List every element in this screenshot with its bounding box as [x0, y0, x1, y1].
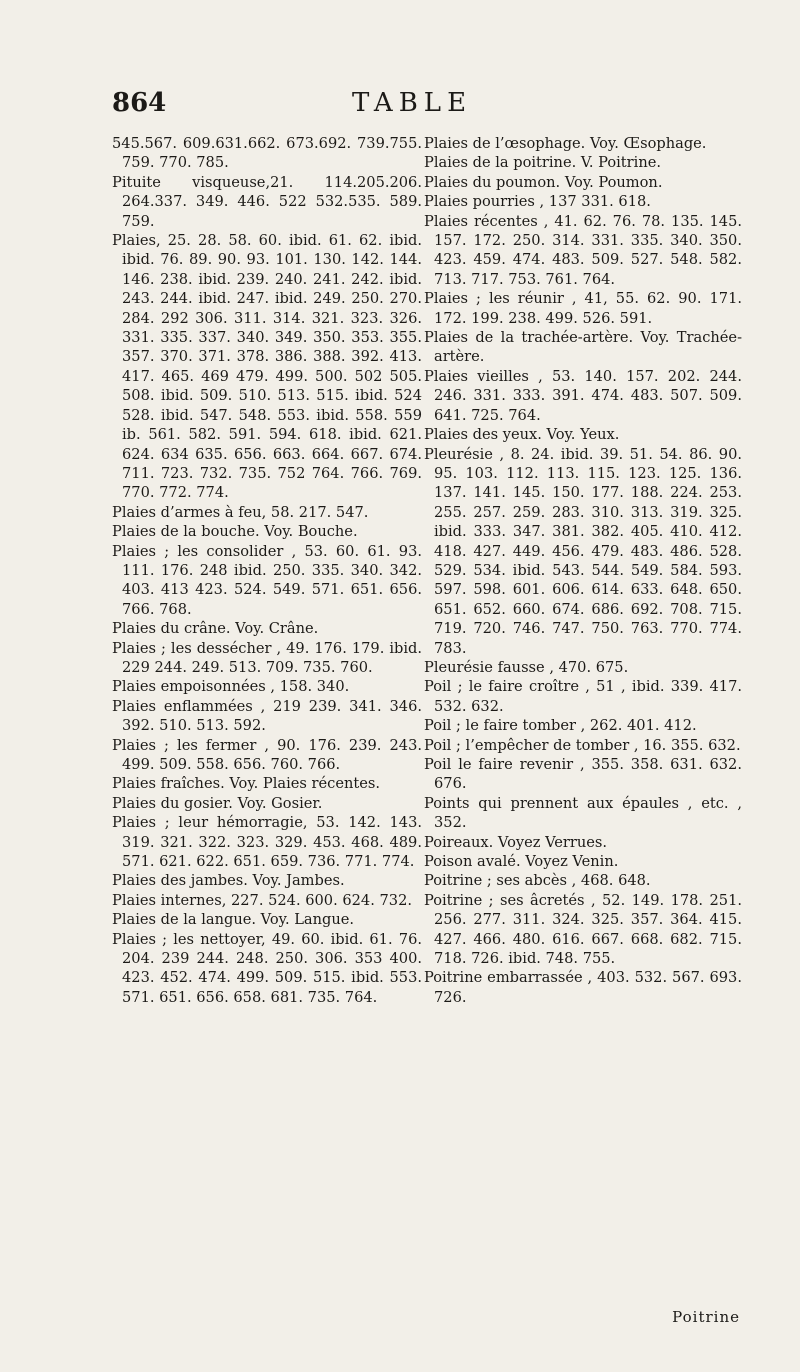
index-entry: Plaies de la langue. Voy. Langue.	[112, 911, 355, 929]
index-entry: Poison avalé. Voyez Venin.	[424, 853, 619, 871]
index-entry: Plaies ; les consolider , 53. 60. 61. 93. 111. 176. 248 ibid. 250. 335. 340. 342. 403. 413 423. 524. 549. 571. 651. 656. 766. 768.	[112, 542, 422, 618]
index-entry: Plaies de la bouche. Voy. Bouche.	[112, 523, 358, 541]
index-entry: Plaies du poumon. Voy. Poumon.	[424, 173, 663, 191]
index-entry: Pleurésie fausse , 470. 675.	[424, 658, 629, 676]
index-entry: Plaies de la poitrine. V. Poitrine.	[424, 154, 661, 172]
catchword: Poitrine	[672, 1308, 740, 1326]
index-entry: Plaies fraîches. Voy. Plaies récentes.	[112, 775, 380, 793]
index-entry: Plaies enflammées , 219 239. 341. 346. 392. 510. 513. 592.	[112, 697, 422, 735]
index-entry: Plaies vieilles , 53. 140. 157. 202. 244. 246. 331. 333. 391. 474. 483. 507. 509. 641. 725. 764.	[424, 367, 742, 424]
index-entry: Plaies pourries , 137 331. 618.	[424, 193, 651, 211]
index-entry: Poil ; le faire tomber , 262. 401. 412.	[424, 717, 697, 735]
index-entry: Plaies de l’œsophage. Voy. Œsophage.	[424, 135, 707, 152]
index-entry: Plaies du crâne. Voy. Crâne.	[112, 620, 319, 638]
index-entry: Poitrine embarrassée , 403. 532. 567. 693. 726.	[424, 969, 742, 1006]
index-entry: Plaies ; les nettoyer, 49. 60. ibid. 61. 76. 204. 239 244. 248. 250. 306. 353 400. 423. 452. 474. 499. 509. 515. ibid. 553. 571. 651. 656. 658. 681. 735. 764.	[112, 930, 422, 1006]
page-header	[112, 88, 752, 128]
index-entry: Plaies ; les réunir , 41, 55. 62. 90. 171. 172. 199. 238. 499. 526. 591.	[424, 290, 742, 327]
index-entry: Plaies récentes , 41. 62. 76. 78. 135. 145. 157. 172. 250. 314. 331. 335. 340. 350. 423. 459. 474. 483. 509. 527. 548. 582. 713. 717. 753. 761. 764.	[424, 212, 742, 288]
index-column-right	[424, 134, 742, 1007]
index-entry: Poil ; le faire croître , 51 , ibid. 339. 417. 532. 632.	[424, 678, 742, 715]
index-entry: Plaies empoisonnées , 158. 340.	[112, 678, 350, 696]
index-entry: Plaies de la trachée-artère. Voy. Trachée-artère.	[424, 329, 742, 366]
index-entry: Plaies d’armes à feu, 58. 217. 547.	[112, 503, 369, 521]
index-entry: Points qui prennent aux épaules , etc. , 352.	[424, 794, 742, 832]
index-entry: Plaies des jambes. Voy. Jambes.	[112, 872, 345, 890]
index-entry: Plaies ; leur hémorragie, 53. 142. 143. 319. 321. 322. 323. 329. 453. 468. 489. 571. 621. 622. 651. 659. 736. 771. 774.	[112, 814, 422, 871]
index-entry: Poireaux. Voyez Verrues.	[424, 833, 608, 851]
index-entry: Poitrine ; ses abcès , 468. 648.	[424, 872, 651, 890]
index-entry: Poil ; l’empêcher de tomber , 16. 355. 632.	[424, 736, 741, 754]
index-entry: Pleurésie , 8. 24. ibid. 39. 51. 54. 86. 90. 95. 103. 112. 113. 115. 123. 125. 136. 137. 141. 145. 150. 177. 188. 224. 253. 255. 257. 259. 283. 310. 313. 319. 325. ibid. 333. 347. 381. 382. 405. 410. 412. 418. 427. 449. 456. 479. 483. 486. 528. 529. 534. ibid. 543. 544. 549. 584. 593. 597. 598. 601. 606. 614. 633. 648. 650. 651. 652. 660. 674. 686. 692. 708. 715. 719. 720. 746. 747. 750. 763. 770. 774. 783.	[424, 445, 742, 657]
page-number: 864	[112, 88, 167, 118]
index-entry: 545.567. 609.631.662. 673.692. 739.755. 759. 770. 785.	[112, 135, 422, 172]
index-entry: Plaies ; les dessécher , 49. 176. 179. ibid. 229 244. 249. 513. 709. 735. 760.	[112, 639, 422, 676]
index-entry: Plaies des yeux. Voy. Yeux.	[424, 426, 620, 444]
index-entry: Plaies ; les fermer , 90. 176. 239. 243. 499. 509. 558. 656. 760. 766.	[112, 736, 422, 773]
index-entry: Poitrine ; ses âcretés , 52. 149. 178. 251. 256. 277. 311. 324. 325. 357. 364. 415. 427. 466. 480. 616. 667. 668. 682. 715. 718. 726. ibid. 748. 755.	[424, 891, 742, 968]
running-head: TABLE	[352, 88, 473, 118]
index-entry: Pituite visqueuse,21. 114.205.206. 264.337. 349. 446. 522 532.535. 589. 759.	[112, 173, 422, 230]
index-entry: Poil le faire revenir , 355. 358. 631. 632. 676.	[424, 756, 742, 793]
index-entry: Plaies du gosier. Voy. Gosier.	[112, 794, 323, 812]
index-entry: Plaies internes, 227. 524. 600. 624. 732.	[112, 891, 412, 909]
index-column-left	[112, 134, 422, 1007]
index-entry: Plaies, 25. 28. 58. 60. ibid. 61. 62. ibid. ibid. 76. 89. 90. 93. 101. 130. 142. 144. 146. 238. ibid. 239. 240. 241. 242. ibid. 243. 244. ibid. 247. ibid. 249. 250. 270. 284. 292 306. 311. 314. 321. 323. 326. 331. 335. 337. 340. 349. 350. 353. 355. 357. 370. 371. 378. 386. 388. 392. 413. 417. 465. 469 479. 499. 500. 502 505. 508. ibid. 509. 510. 513. 515. ibid. 524 528. ibid. 547. 548. 553. ibid. 558. 559 ib. 561. 582. 591. 594. 618. ibid. 621. 624. 634 635. 656. 663. 664. 667. 674. 711. 723. 732. 735. 752 764. 766. 769. 770. 772. 774.	[112, 232, 422, 502]
